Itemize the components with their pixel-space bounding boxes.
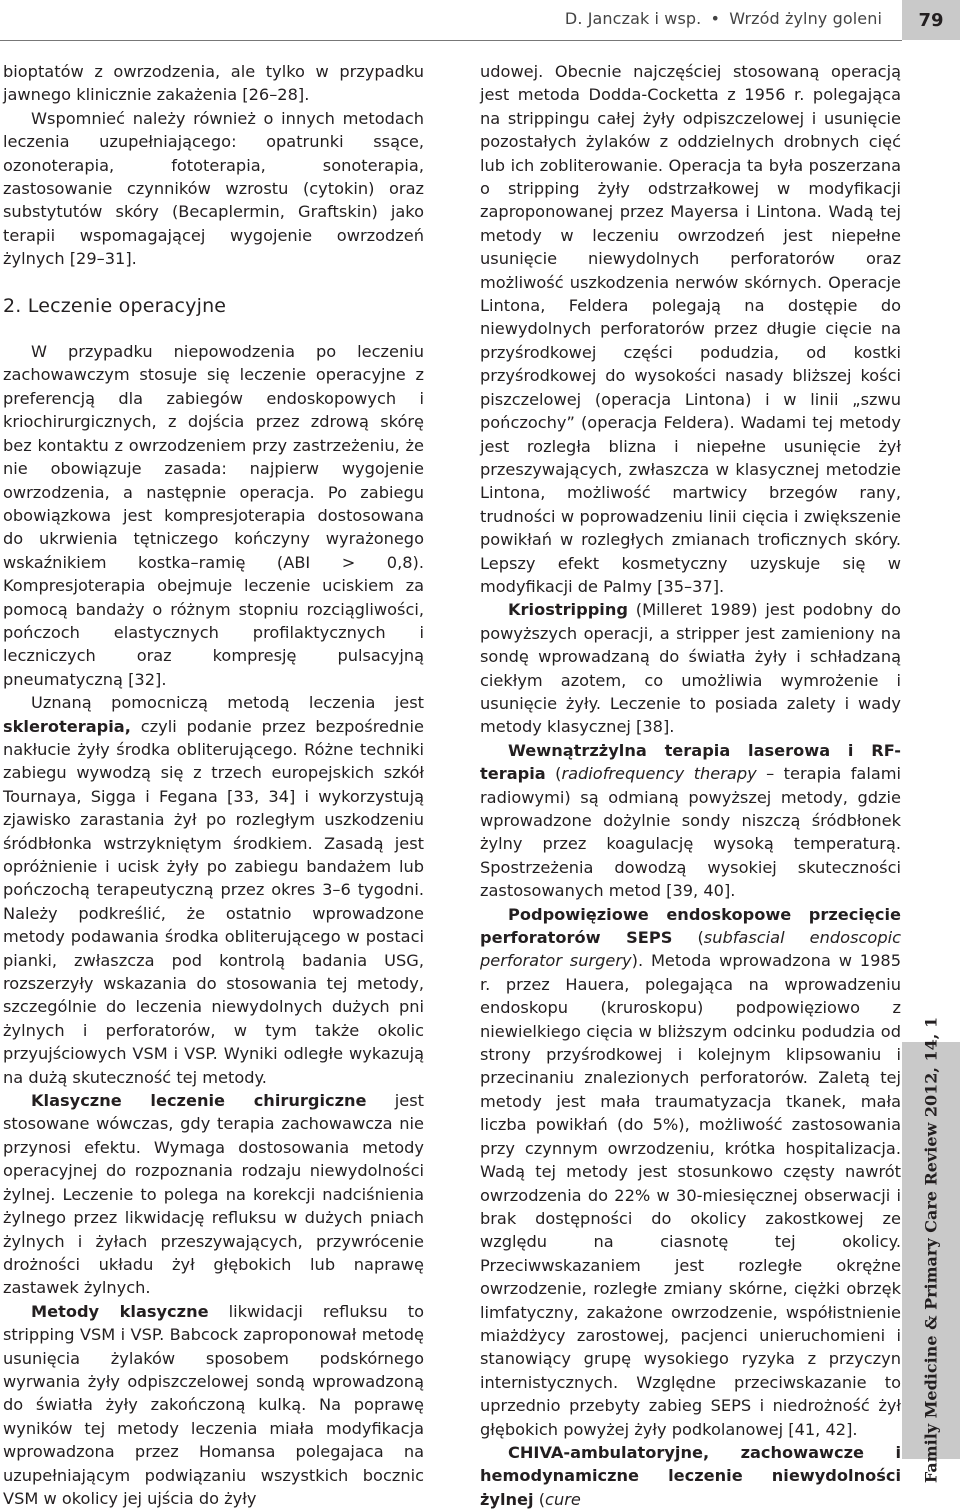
text-run: likwidacji refluksu to stripping VSM i VSP. Babcock zaproponował metodę usunięcia żylaków sposobem podskórnego wyrwania żyły odpiszczelowej sondą wprowadzoną do światła żyły zakończoną kulką. Na poprawę wyników tej metody leczenia miała modyfikacja wprowadzona przez Homansa polegajaca na uzupełniającym podwiązaniu wszystkich bocznic VSM w okolicy jej ujścia do żyły [3,1301,424,1508]
running-title [565,9,882,28]
text-run: ( [533,1489,546,1509]
term-italic: subfascial endoscopic perforator surgery [480,928,901,971]
paragraph: udowej. Obecnie najczęściej stosowaną operacją jest metoda Dodda-Cocketta z 1956 r. polegająca na strippingu całej żyły odpiszczelowej i usunięcie pozostałych żylaków z oddzielnych drobnych cięć lub ich zobliterowanie. Operacja ta była poszerzana o stripping żyły odstrzałkowej w modyfikacji zaproponowanej przez Mayersa i Lintona. Wadą tej metody w leczeniu owrzodzeń jest niepełne usunięcie niewydolnych perforatorów oraz możliwość uszkodzenia nerwów skórnych. Operacje Lintona, Feldera polegają na dostępie do niewydolnych perforatorów przez długie cięcie na przyśrodkowej części podudzia, od kostki przyśrodkowej do wysokości nasady bliższej kości piszczelowej (operacja Lintona) i w linii „szwu pończochy” (operacja Feldera). Wadami tej metody jest rozległa blizna i niepełne usunięcie żył przeszywających, zwłaszcza w klasycznej metodzie Lintona, możliwość martwicy brzegów rany, trudności w poprowadzeniu linii cięcia i zwiększenie powikłań w rozległych zmianach troficznych skóry. Lepszy efekt kosmetyczny uzyskuje się w modyfikacji de Palmy [35–37]. [480,62,901,596]
term-bold: Kriostripping [508,600,628,620]
paragraph: Wspomnieć należy również o innych metodach leczenia uzupełniającego: opatrunki ssące, ozonoterapia, fototerapia, sonoterapia, zastosowanie czynników wzrostu (cytokin) oraz substytutów skóry (Becaplermin, Graftskin) jako terapii wspomagającej wygojenie owrzodzeń żylnych [29–31]. [3,108,424,269]
running-title-topic: Wrzód żylny goleni [729,9,882,28]
text-run: ( [672,928,704,948]
journal-side-tab [902,1016,960,1484]
text-run: jest stosowane wówczas, gdy terapia zachowawcza nie przynosi efektu. Wymaga dostosowania metody operacyjnej do rozpoznania rodzaju niewydolności żylnej. Leczenie to polega na korekcji nadciśnienia żylnego przez likwidację refluksu w dużych pniach żylnych i żyłach przeszywających, przywrócenie drożności układu żył głębokich lub naprawę zastawek żylnych. [3,1091,424,1298]
text-run: (Milleret 1989) jest podobny do powyższych operacji, a stripper jest zamieniony na sondę wprowadzaną do światła żyły i schładzaną ciekłym azotem, co umożliwia wymrożenie i usunięcie żyły. Leczenie to posiada zalety i wady metody klasycznej [38]. [480,600,901,737]
paragraph [480,1441,901,1511]
paragraph [3,1300,424,1511]
paragraph [3,691,424,1089]
term-bold: skleroterapia, [3,716,131,736]
text-run: Uznaną pomocniczą metodą leczenia jest [31,693,424,713]
left-column [3,60,424,1510]
journal-name: Family Medicine & Primary Care Review 2012, 14, 1 [921,1016,941,1484]
text-run: ( [545,764,562,784]
text-run: ). Metoda wprowadzona w 1985 r. przez Hauera, polegająca na wprowadzeniu endoskopu (kruroskopu) podpowięziowo z niewielkiego cięcia w bliższym odcinku podudzia od strony przyśrodkowej i kolejnym klipsowaniu i przecinaniu znalezionych perforatorów. Zaletą tej metody jest mała traumatyzacja tkanek, mała liczba powikłań (do 5%), możliwość zastosowania przy czynnym owrzodzeniu, krótka hospitalizacja. Wadą tej metody jest stosunkowo częsty nawrót owrzodzenia do 22% w 30-miesięcznej obserwacji i brak dostępności do okolicy zakostkowej ze względu na ciasnotę tej okolicy. Przeciwwskazaniem jest rozległe okrężne owrzodzenie, rozległe zmiany skórne, ciężki obrzęk limfatyczny, zakażone owrzodzenie, współistnienie miażdżycy zarostowej, pacjenci unieruchomieni i stanowiący grupę wysokiego ryzyka z przyczyn internistycznych. Względne przeciwskazanie to uprzednio przebyty zabieg SEPS i niedrożność żył głębokich powyżej żyły podkolanowej [41, 42]. [480,951,901,1439]
running-header [0,0,960,40]
paragraph [3,1089,424,1300]
term-bold: Klasyczne leczenie chirurgiczne [31,1091,367,1111]
term-bold: CHIVA-ambulatoryjne, zachowawcze i hemodynamiczne leczenie niewydolności żylnej [480,1442,901,1509]
term-bold: Metody klasyczne [31,1301,209,1321]
term-bold: Wewnątrzżylna terapia laserowa i RF-terapia [480,740,901,784]
page-number: 79 [902,0,960,40]
paragraph [480,903,901,1441]
paragraph: bioptatów z owrzodzenia, ale tylko w przypadku jawnego klinicznie zakażenia [26–28]. [3,62,424,105]
right-column [480,60,901,1511]
text-run: – terapia falami radiowymi) są odmianą powyższej metody, gdzie wprowadzone dożylnie sondy niszczą śródbłonek żylny przez koagulację wysoką temperaturą. Spostrzeżenia dowodzą wysokiej skuteczności zastosowanych metod [39, 40]. [480,764,901,901]
bullet-icon: • [710,9,721,28]
paragraph [480,739,901,903]
term-italic: radiofrequency therapy [561,764,757,784]
term-italic: cure [545,1489,581,1509]
text-run: czyli podanie przez bezpośrednie nakłucie żyły środka obliterującego. Różne techniki zabiegu wywodzą się z trzech europejskich szkół Tournaya, Sigga i Fegana [33, 34] i wykorzystują zjawisko zarastania żył po rozległym uszkodzeniu śródbłonka wstrzykniętym środkiem. Zasadą jest opróżnienie i ucisk żyły po zabiegu bandażem lub pończochą terapeutyczną przez okres 3–6 tygodni. Należy podkreślić, że ostatnio wprowadzone metody podawania środka obliterującego w postaci pianki, zwłaszcza pod kontrolą badania USG, rozszerzyły wskazania do stosowania tej metody, szczególnie do leczenia niewydolnych dużych pni żylnych i perforatorów, w tym także okolic przyujściowych VSM i VSP. Wyniki odległe wykazują na dużą skuteczność tej metody. [3,716,424,1087]
section-heading: 2. Leczenie operacyjne [3,294,227,317]
running-title-authors: D. Janczak i wsp. [564,9,702,28]
paragraph: W przypadku niepowodzenia po leczeniu zachowawczym stosuje się leczenie operacyjne z preferencją dla zabiegów endoskopowych i kriochirurgicznych, z dojścia przez zdrową skórę bez kontaktu z owrzodzeniem przy zastrzeżeniu, że nie obowiązuje zasada: najpierw wygojenie owrzodzenia, a następnie operacja. Po zabiegu obowiązkowa jest kompresjoterapia dostosowana do ukrwienia tętniczego kończyny wyrażonego wskaźnikiem kostka–ramię (ABI > 0,8). Kompresjoterapia obejmuje leczenie uciskiem za pomocą bandaży o różnym stopniu rozciągliwości, pończoch elastycznych profilaktycznych i leczniczych oraz kompresję pulsacyjną pneumatyczną [32]. [3,342,424,689]
header-divider [0,40,902,41]
paragraph [480,598,901,738]
term-bold: Podpowięziowe endoskopowe przecięcie perforatorów SEPS [480,904,901,948]
